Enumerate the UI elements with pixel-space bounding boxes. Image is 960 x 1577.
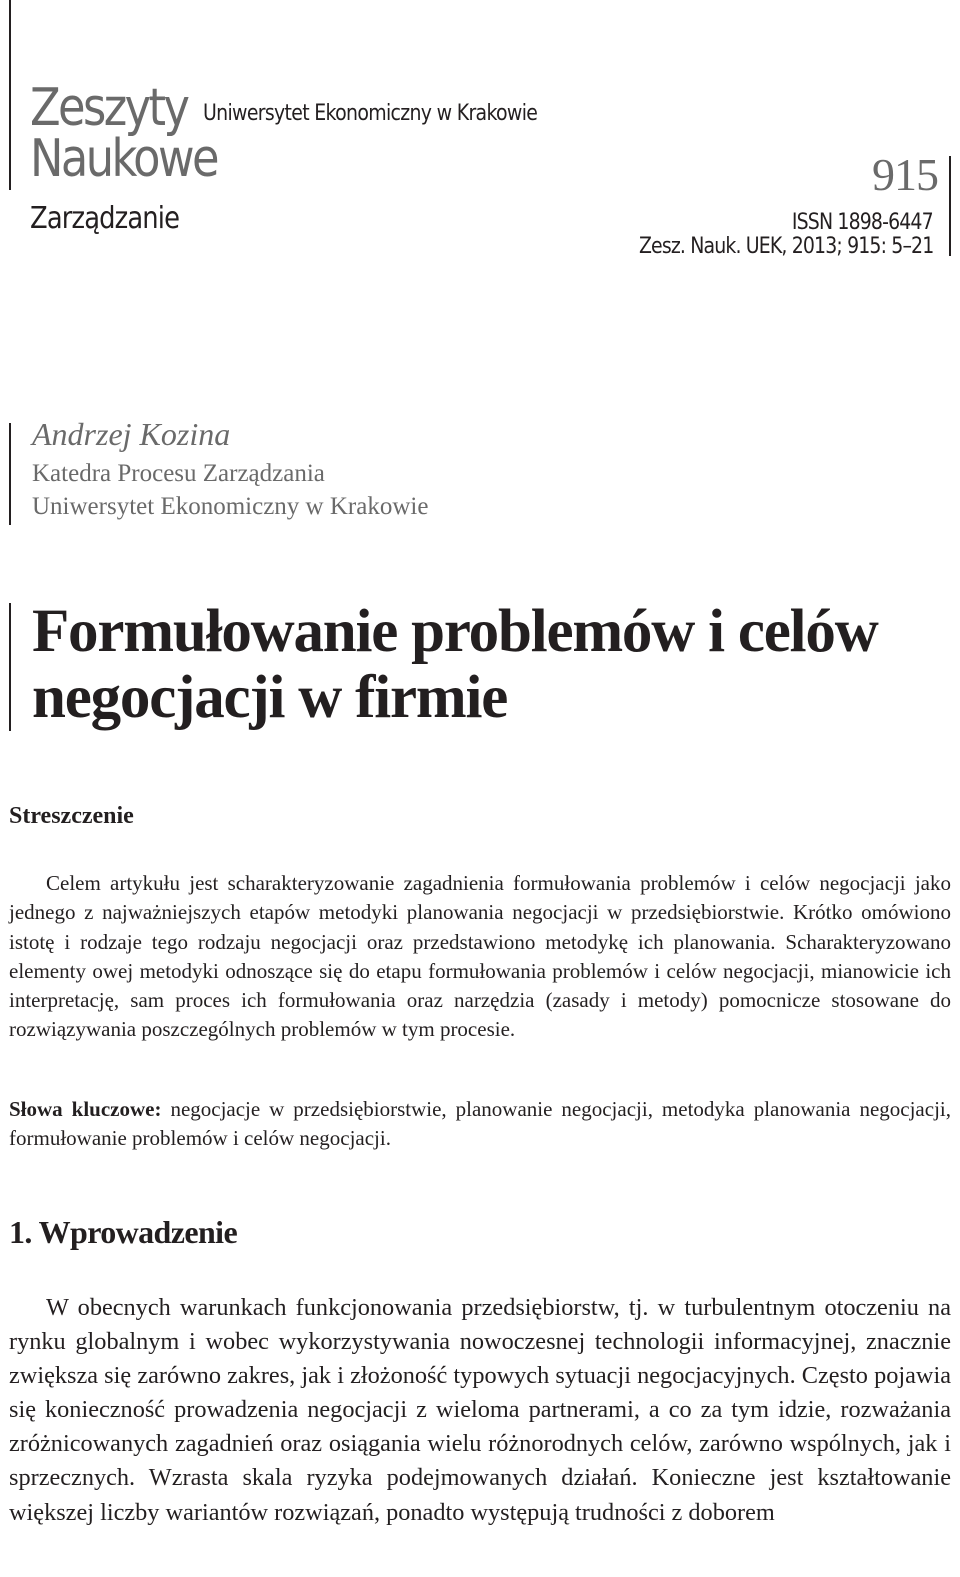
journal-title-line2: Naukowe (30, 129, 217, 189)
journal-university: Uniwersytet Ekonomiczny w Krakowie (203, 101, 538, 126)
keywords-list: negocjacje w przedsiębiorstwie, planowanie negocjacji, metodyka planowania negocjacji, formułowanie problemów i celów negocjacji. (9, 1097, 951, 1151)
issue-number: 915 (872, 149, 938, 200)
author-affiliation-2: Uniwersytet Ekonomiczny w Krakowie (32, 493, 429, 520)
section-paragraph: W obecnych warunkach funkcjonowania przedsiębiorstw, tj. w turbulentnym otoczeniu na rynku globalnym i wobec wykorzystywania nowoczesnej technologii informacyjnej, znacznie zwiększa się zarówno zakres, jak i złożoność typowych sytuacji negocjacyjnych. Często pojawia się konieczność prowadzenia negocjacji z wieloma partnerami, a co za tym idzie, rozważania zróżnicowanych zagadnień oraz osiągania wielu różnorodnych celów, zarówno wspólnych, jak i sprzecznych. Wzrasta skala ryzyka podejmowanych działań. Konieczne jest kształtowanie większej liczby wariantów rozwiązań, ponadto występują trudności z doborem (9, 1294, 951, 1526)
abstract-paragraph: Celem artykułu jest scharakteryzowanie zagadnienia formułowania problemów i celów negocjacji jako jednego z najważniejszych etapów metodyki planowania negocjacji w przedsiębiorstwie. Krótko omówiono istotę i rodzaje tego rodzaju negocjacji oraz przedstawiono metodykę ich planowania. Scharakteryzowano elementy owej metodyki odnoszące się do etapu formułowania problemów i celów negocjacji, mianowicie ich interpretację, sam proces ich formułowania oraz narzędzia (zasady i metody) pomocnicze stosowane do rozwiązywania poszczególnych problemów w tym procesie. (9, 871, 951, 1042)
left-margin-rule (9, 0, 11, 190)
author-affiliation-1: Katedra Procesu Zarządzania (32, 460, 325, 487)
abstract-text (9, 869, 951, 1045)
right-margin-rule (949, 156, 951, 256)
title-rule (9, 603, 11, 731)
keywords-label: Słowa kluczowe: (9, 1097, 162, 1121)
author-name: Andrzej Kozina (32, 416, 231, 452)
citation: Zesz. Nauk. UEK, 2013; 915: 5–21 (638, 234, 933, 259)
section-body (9, 1291, 951, 1530)
article-title: Formułowanie problemów i celów negocjacji w firmie (32, 598, 878, 731)
abstract-heading: Streszczenie (9, 803, 134, 829)
journal-title (30, 78, 217, 189)
author-rule (9, 423, 11, 525)
section-heading: 1. Wprowadzenie (9, 1214, 238, 1250)
keywords (9, 1095, 951, 1154)
journal-title-line1: Zeszyty (30, 78, 188, 138)
issn: ISSN 1898-6447 (792, 210, 933, 235)
journal-series: Zarządzanie (30, 201, 180, 236)
